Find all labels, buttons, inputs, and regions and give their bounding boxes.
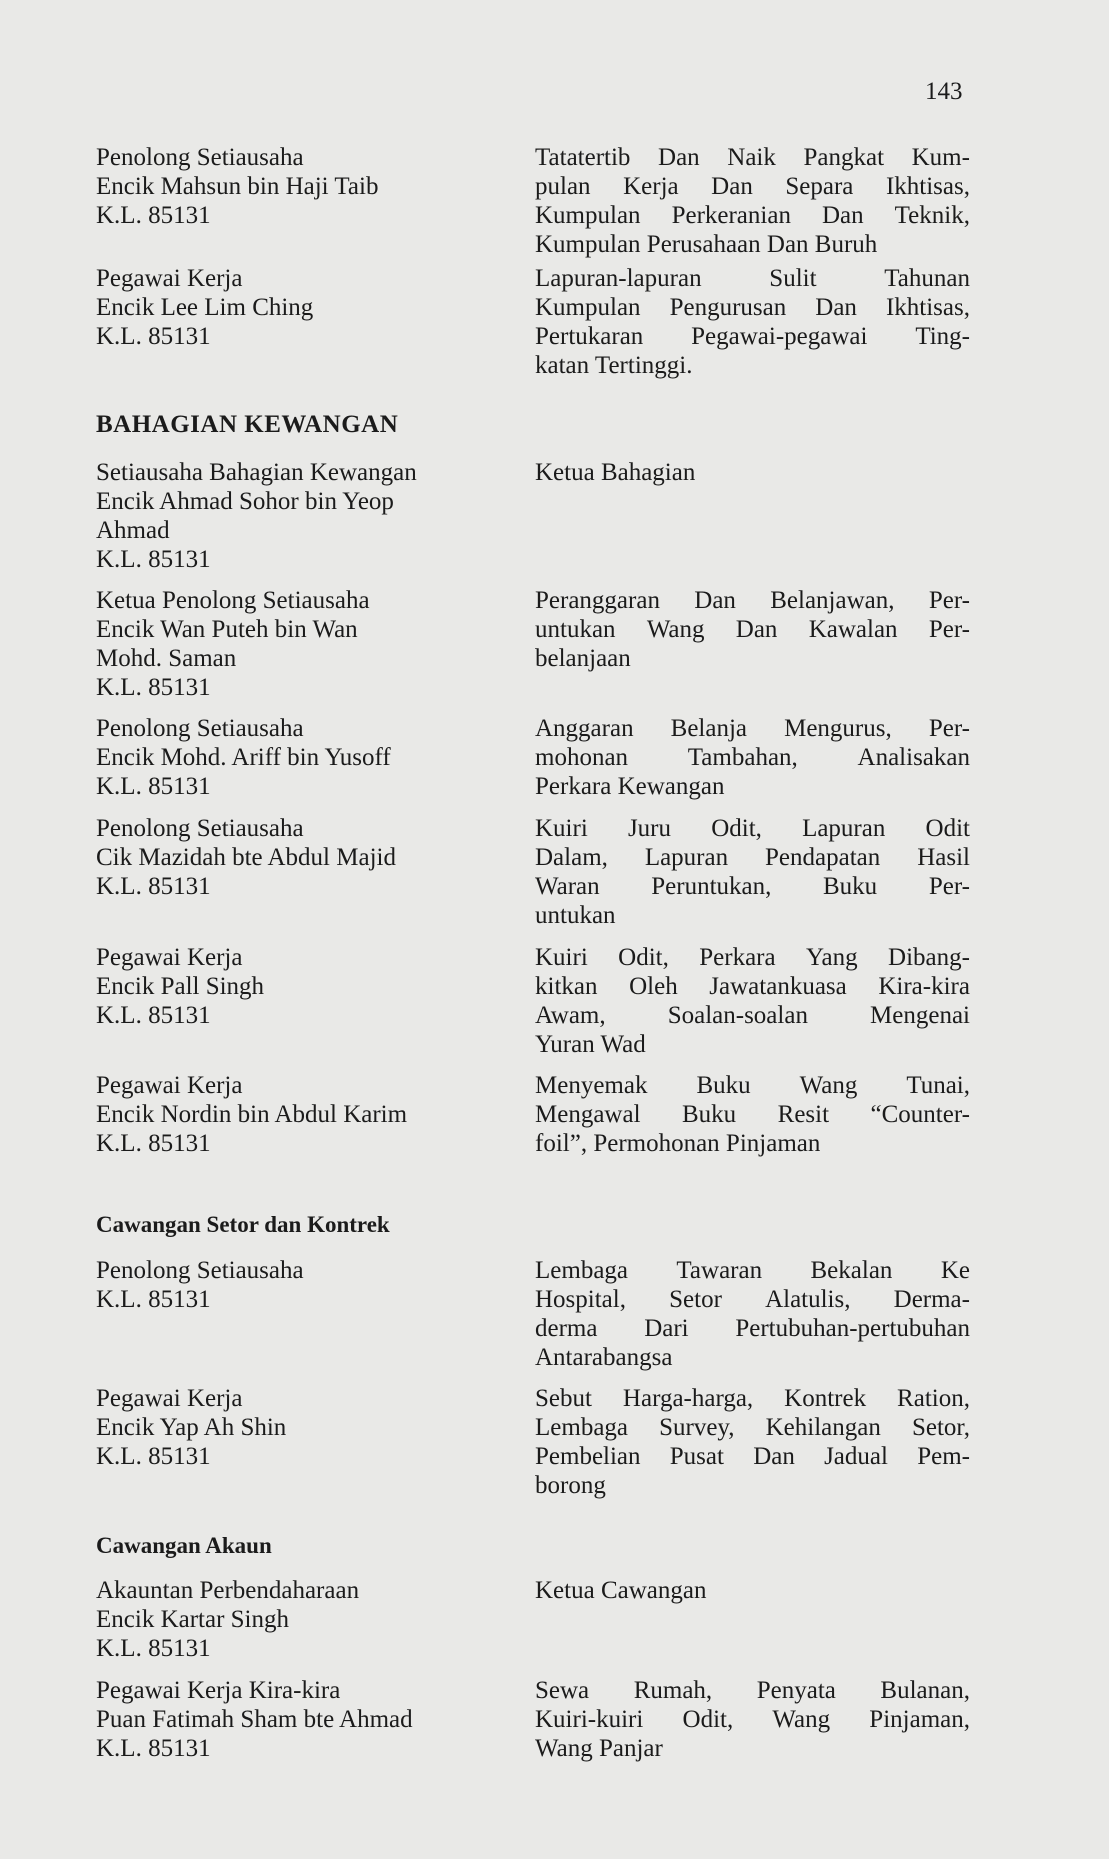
duty-line: Ketua Bahagian <box>535 459 696 486</box>
official-info <box>96 1256 536 1314</box>
official-line: Cik Mazidah bte Abdul Majid <box>96 844 396 871</box>
duty-line: kitkan Oleh Jawatankuasa Kira-kira <box>535 973 970 1000</box>
duty-line: foil”, Permohonan Pinjaman <box>535 1130 821 1157</box>
official-line: K.L. 85131 <box>96 1443 211 1470</box>
duties-info <box>535 143 970 259</box>
section-heading-akaun: Cawangan Akaun <box>96 1533 272 1558</box>
official-line: K.L. 85131 <box>96 1735 211 1762</box>
official-line: K.L. 85131 <box>96 1286 211 1313</box>
official-info <box>96 143 536 230</box>
duty-line: belanjaan <box>535 645 631 672</box>
duties-info <box>535 586 970 673</box>
duties-info <box>535 714 970 801</box>
page-number: 143 <box>925 78 963 105</box>
official-info <box>96 714 536 801</box>
duty-line: Dalam, Lapuran Pendapatan Hasil <box>535 844 970 871</box>
official-info <box>96 264 536 351</box>
official-info <box>96 1384 536 1471</box>
official-info <box>96 1576 536 1663</box>
official-line: Ahmad <box>96 517 170 544</box>
official-line: Encik Lee Lim Ching <box>96 294 314 321</box>
official-line: K.L. 85131 <box>96 323 211 350</box>
official-line: Encik Mahsun bin Haji Taib <box>96 173 379 200</box>
duties-info <box>535 1384 970 1500</box>
official-line: Pegawai Kerja <box>96 265 243 292</box>
duty-line: Waran Peruntukan, Buku Per- <box>535 873 970 900</box>
duty-line: Lembaga Tawaran Bekalan Ke <box>535 1257 970 1284</box>
duty-line: Wang Panjar <box>535 1735 663 1762</box>
official-line: K.L. 85131 <box>96 773 211 800</box>
duty-line: untukan Wang Dan Kawalan Per- <box>535 616 970 643</box>
duty-line: Lapuran-lapuran Sulit Tahunan <box>535 265 970 292</box>
duties-info <box>535 458 970 487</box>
official-line: Pegawai Kerja <box>96 1072 243 1099</box>
duty-line: Perkara Kewangan <box>535 773 725 800</box>
duty-line: katan Tertinggi. <box>535 352 693 379</box>
duty-line: Antarabangsa <box>535 1344 673 1371</box>
duty-line: Kuiri Juru Odit, Lapuran Odit <box>535 815 970 842</box>
duty-line: Pertukaran Pegawai-pegawai Ting- <box>535 323 970 350</box>
duty-line: Peranggaran Dan Belanjawan, Per- <box>535 587 970 614</box>
official-line: Encik Kartar Singh <box>96 1606 290 1633</box>
official-info <box>96 586 536 702</box>
official-line: Penolong Setiausaha <box>96 815 304 842</box>
official-line: K.L. 85131 <box>96 1002 211 1029</box>
duty-line: derma Dari Pertubuhan-pertubuhan <box>535 1315 970 1342</box>
official-line: K.L. 85131 <box>96 873 211 900</box>
official-line: Pegawai Kerja Kira-kira <box>96 1677 341 1704</box>
official-line: Encik Pall Singh <box>96 973 265 1000</box>
duty-line: Anggaran Belanja Mengurus, Per- <box>535 715 970 742</box>
duty-line: Kumpulan Pengurusan Dan Ikhtisas, <box>535 294 970 321</box>
duty-line: Pembelian Pusat Dan Jadual Pem- <box>535 1443 970 1470</box>
duties-info <box>535 264 970 380</box>
section-heading-kewangan: BAHAGIAN KEWANGAN <box>96 411 399 438</box>
duty-line: Kuiri-kuiri Odit, Wang Pinjaman, <box>535 1706 970 1733</box>
section-heading-setor: Cawangan Setor dan Kontrek <box>96 1212 390 1237</box>
duties-info <box>535 1256 970 1372</box>
official-line: K.L. 85131 <box>96 546 211 573</box>
official-line: Penolong Setiausaha <box>96 144 304 171</box>
official-info <box>96 943 536 1030</box>
official-line: Encik Wan Puteh bin Wan <box>96 616 358 643</box>
official-info <box>96 814 536 901</box>
official-line: K.L. 85131 <box>96 202 211 229</box>
official-info <box>96 1676 536 1763</box>
duty-line: Yuran Wad <box>535 1031 646 1058</box>
duties-info <box>535 1576 970 1605</box>
official-line: Setiausaha Bahagian Kewangan <box>96 459 417 486</box>
official-line: Ketua Penolong Setiausaha <box>96 587 370 614</box>
duty-line: Lembaga Survey, Kehilangan Setor, <box>535 1414 970 1441</box>
official-line: K.L. 85131 <box>96 674 211 701</box>
official-line: K.L. 85131 <box>96 1635 211 1662</box>
official-line: Encik Nordin bin Abdul Karim <box>96 1101 408 1128</box>
duty-line: Menyemak Buku Wang Tunai, <box>535 1072 970 1099</box>
duty-line: Tatatertib Dan Naik Pangkat Kum- <box>535 144 970 171</box>
duties-info <box>535 943 970 1059</box>
official-line: Pegawai Kerja <box>96 944 243 971</box>
duty-line: Kumpulan Perusahaan Dan Buruh <box>535 231 878 258</box>
duty-line: Hospital, Setor Alatulis, Derma- <box>535 1286 970 1313</box>
official-line: Encik Yap Ah Shin <box>96 1414 287 1441</box>
official-line: Encik Mohd. Ariff bin Yusoff <box>96 744 391 771</box>
duty-line: Kumpulan Perkeranian Dan Teknik, <box>535 202 970 229</box>
duties-info <box>535 1676 970 1763</box>
duties-info <box>535 1071 970 1158</box>
duty-line: pulan Kerja Dan Separa Ikhtisas, <box>535 173 970 200</box>
official-info <box>96 1071 536 1158</box>
official-line: K.L. 85131 <box>96 1130 211 1157</box>
official-info <box>96 458 536 574</box>
duty-line: Ketua Cawangan <box>535 1577 707 1604</box>
duty-line: Sewa Rumah, Penyata Bulanan, <box>535 1677 970 1704</box>
duties-info <box>535 814 970 930</box>
official-line: Mohd. Saman <box>96 645 237 672</box>
duty-line: Mengawal Buku Resit “Counter- <box>535 1101 970 1128</box>
official-line: Encik Ahmad Sohor bin Yeop <box>96 488 394 515</box>
duty-line: Sebut Harga-harga, Kontrek Ration, <box>535 1385 970 1412</box>
official-line: Puan Fatimah Sham bte Ahmad <box>96 1706 413 1733</box>
official-line: Pegawai Kerja <box>96 1385 243 1412</box>
duty-line: untukan <box>535 902 616 929</box>
duty-line: mohonan Tambahan, Analisakan <box>535 744 970 771</box>
official-line: Akauntan Perbendaharaan <box>96 1577 360 1604</box>
official-line: Penolong Setiausaha <box>96 715 304 742</box>
duty-line: borong <box>535 1472 606 1499</box>
official-line: Penolong Setiausaha <box>96 1257 304 1284</box>
duty-line: Kuiri Odit, Perkara Yang Dibang- <box>535 944 970 971</box>
duty-line: Awam, Soalan-soalan Mengenai <box>535 1002 970 1029</box>
